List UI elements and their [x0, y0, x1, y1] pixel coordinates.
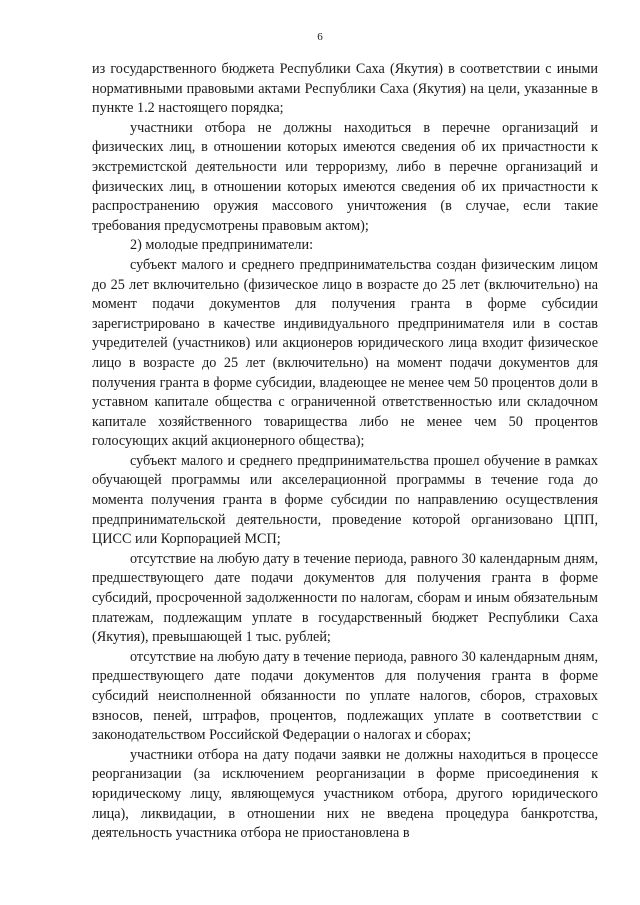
- paragraph-no-overdue-debt: отсутствие на любую дату в течение периода, равного 30 календарным дням, предшествующего дате подачи документов для получения гранта в форме субсидий, просроченной задолженности по налогам, сборам и иным обязательным платежам, подлежащим уплате в государственный бюджет Республики Саха (Якутия), превышающей 1 тыс. рублей;: [92, 550, 598, 646]
- paragraph-budget-continuation: из государственного бюджета Республики Саха (Якутия) в соответствии с иными нормативными правовыми актами Республики Саха (Якутия) на цели, указанные в пункте 1.2 настоящего порядка;: [92, 61, 598, 117]
- paragraph-training: субъект малого и среднего предпринимательства прошел обучение в рамках обучающей программы или акселерационной программы в течение года до момента получения гранта в форме субсидии по направлению осуществления предпринимательской деятельности, проведение которой организовано ЦПП, ЦИСС или Корпорацией МСП;: [92, 452, 598, 548]
- paragraph-founder-age: субъект малого и среднего предпринимательства создан физическим лицом до 25 лет включительно (физическое лицо в возрасте до 25 лет (включительно) на момент подачи документов для получения гранта в форме субсидии зарегистрировано в качестве индивидуального предпринимателя или в состав учредителей (участников) или акционеров юридического лица входит физическое лицо в возрасте до 25 лет (включительно) на момент подачи документов для получения гранта в форме субсидии, владеющее не менее чем 50 процентов доли в уставном капитале общества с ограниченной ответственностью или складочном капитале хозяйственного товарищества либо не менее чем 50 процентов голосующих акций акционерного общества);: [92, 256, 598, 450]
- page-number: 6: [317, 31, 323, 43]
- paragraph-young-entrepreneurs-heading: 2) молодые предприниматели:: [130, 237, 314, 254]
- paragraph-no-reorganization: участники отбора на дату подачи заявки не должны находиться в процессе реорганизации (за исключением реорганизации в форме присоединения к юридическому лицу, являющемуся участником отбора, другого юридического лица), ликвидации, в отношении них не введена процедура банкротства, деятельность участника отбора не приостановлена в: [92, 746, 598, 842]
- document-body: [92, 60, 598, 844]
- paragraph-extremism-list: участники отбора не должны находиться в перечне организаций и физических лиц, в отношении которых имеются сведения об их причастности к экстремистской деятельности или терроризму, либо в перечне организаций и физических лиц, в отношении которых имеются сведения об их причастности к распространению оружия массового уничтожения (в случае, если такие требования предусмотрены правовым актом);: [92, 119, 598, 234]
- paragraph-no-unpaid-taxes: отсутствие на любую дату в течение периода, равного 30 календарным дням, предшествующего дате подачи документов для получения гранта в форме субсидий неисполненной обязанности по уплате налогов, сборов, страховых взносов, пеней, штрафов, процентов, подлежащих уплате в соответствии с законодательством Российской Федерации о налогах и сборах;: [92, 648, 598, 744]
